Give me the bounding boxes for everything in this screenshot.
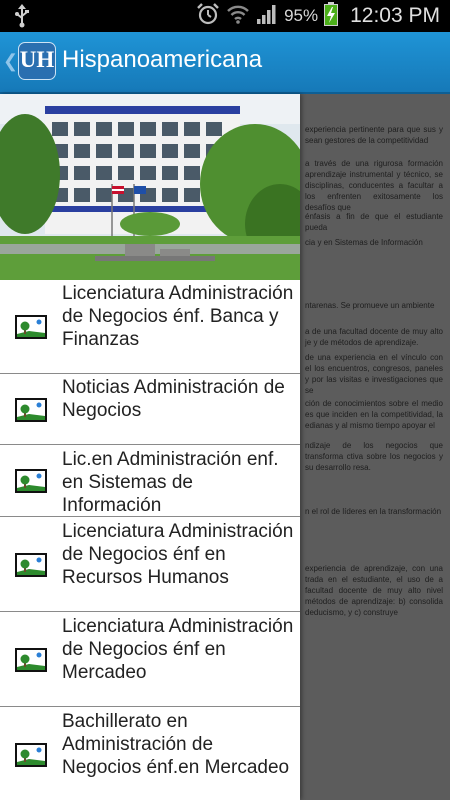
menu-item-label: Noticias Administración de Negocios <box>62 377 285 421</box>
menu-item[interactable] <box>0 707 300 800</box>
image-placeholder-icon <box>15 315 47 339</box>
bg-paragraph: ción de conocimientos sobre el medio es que inciden en la competitividad, la edianas y al mismo tiempo apoyar el <box>305 399 443 430</box>
alarm-icon <box>196 2 220 31</box>
wifi-icon <box>226 3 250 30</box>
bg-paragraph: cia y en Sistemas de Información <box>305 238 423 247</box>
battery-percent: 95% <box>284 6 319 25</box>
image-placeholder-icon <box>15 398 47 422</box>
app-title: Hispanoamericana <box>62 46 263 73</box>
bg-paragraph: experiencia de aprendizaje, con una trada en el estudiante, el uso de a facultad docente de muy alto nivel métodos de aprendizaje: b) consolida deducismo, y c) construye <box>305 564 443 617</box>
app-logo-text: UH <box>19 47 55 72</box>
drawer-caret-icon[interactable]: ❮ <box>3 51 19 71</box>
battery-charging-icon <box>324 2 338 31</box>
bg-paragraph: de una experiencia en el vínculo con el los encuentros, congresos, paneles y por las visitas e investigaciones que se <box>305 353 443 395</box>
drawer-menu <box>0 280 300 800</box>
signal-icon <box>256 3 278 30</box>
action-bar <box>0 32 450 94</box>
status-bar <box>0 0 450 32</box>
clock: 12:03 PM <box>350 4 440 27</box>
menu-item[interactable] <box>0 612 300 707</box>
menu-item-label: Bachillerato en Administración de Negocios énf.en Mercadeo <box>62 711 290 778</box>
image-placeholder-icon <box>15 743 47 767</box>
bg-paragraph: experiencia pertinente para que sus y sean gestores de la competitividad <box>305 125 443 145</box>
image-placeholder-icon <box>15 553 47 577</box>
menu-item-label: Licenciatura Administración de Negocios énf en Recursos Humanos <box>62 521 294 588</box>
bg-paragraph: énfasis a fin de que el estudiante pueda <box>305 212 443 232</box>
usb-icon <box>14 4 30 33</box>
campus-photo <box>0 94 300 280</box>
menu-item[interactable] <box>0 517 300 612</box>
navigation-drawer <box>0 94 300 800</box>
bg-paragraph: a de una facultad docente de muy alto je y de métodos de aprendizaje. <box>305 327 443 347</box>
image-placeholder-icon <box>15 469 47 493</box>
menu-item-label: Licenciatura Administración de Negocios énf. Banca y Finanzas <box>62 283 294 350</box>
menu-item[interactable] <box>0 374 300 445</box>
image-placeholder-icon <box>15 648 47 672</box>
bg-paragraph: ndizaje de los negocios que transforma ctiva sobre los negocios y su desarrollo resa. <box>305 441 443 472</box>
bg-paragraph: ntarenas. Se promueve un ambiente <box>305 301 435 310</box>
bg-paragraph: n el rol de líderes en la transformación <box>305 507 442 516</box>
menu-item-label: Licenciatura Administración de Negocios énf en Mercadeo <box>62 616 294 683</box>
menu-item[interactable] <box>0 445 300 517</box>
bg-paragraph: a través de una rigurosa formación aprendizaje instrumental y técnico, se disciplinas, conducentes a facultar a los enfrenten exitosamente los desafíos que <box>305 159 443 212</box>
app-logo[interactable] <box>18 42 56 80</box>
menu-item[interactable] <box>0 280 300 374</box>
menu-item-label: Lic.en Administración enf. en Sistemas de Información <box>62 449 279 516</box>
